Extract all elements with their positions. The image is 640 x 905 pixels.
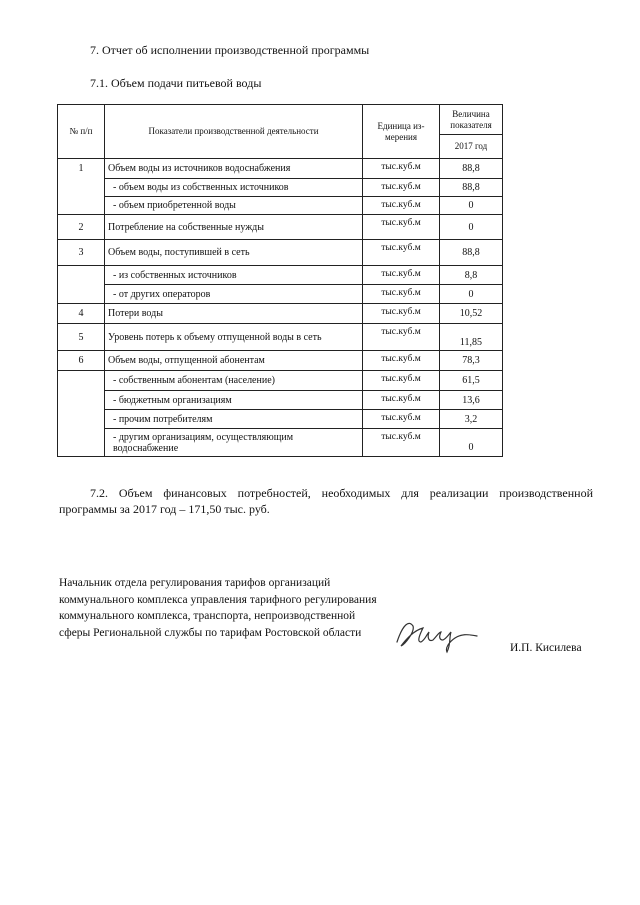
water-supply-table xyxy=(57,104,503,457)
row-indicator: Объем воды из источников водоснабжения xyxy=(105,159,363,179)
row-unit: тыс.куб.м xyxy=(363,215,440,240)
row-unit: тыс.куб.м xyxy=(363,371,440,391)
row-value: 8,8 xyxy=(440,266,503,285)
row-unit: тыс.куб.м xyxy=(363,410,440,429)
row-indicator: Потребление на собственные нужды xyxy=(105,215,363,240)
row-value: 88,8 xyxy=(440,159,503,179)
row-unit: тыс.куб.м xyxy=(363,324,440,351)
row-indicator: Уровень потерь к объему отпущенной воды в сеть xyxy=(105,324,363,351)
header-indicator: Показатели производственной деятельности xyxy=(105,105,363,159)
header-unit: Единица из-мерения xyxy=(363,105,440,159)
financial-needs-paragraph: 7.2. Объем финансовых потребностей, необходимых для реализации производственной программы за 2017 год – 171,50 тыс. руб. xyxy=(59,486,593,516)
row-value: 88,8 xyxy=(440,179,503,197)
row-value: 3,2 xyxy=(440,410,503,429)
row-unit: тыс.куб.м xyxy=(363,429,440,457)
row-value: 11,85 xyxy=(440,324,503,351)
row-indicator: - другим организациям, осуществляющим водоснабжение xyxy=(105,429,363,457)
row-value: 0 xyxy=(440,429,503,457)
row-value: 0 xyxy=(440,215,503,240)
row-num xyxy=(58,285,105,304)
row-num: 3 xyxy=(58,240,105,266)
row-num xyxy=(58,371,105,391)
row-unit: тыс.куб.м xyxy=(363,285,440,304)
row-num: 1 xyxy=(58,159,105,179)
signatory-position: Начальник отдела регулирования тарифов организаций коммунального комплекса управления тарифного регулирования коммунального комплекса, транспорта, непроизводственной сферы Региональной службы по тарифам Ростовской области xyxy=(59,577,377,639)
row-indicator: - объем приобретенной воды xyxy=(105,197,363,215)
row-num xyxy=(58,391,105,410)
row-indicator: - бюджетным организациям xyxy=(105,391,363,410)
row-num xyxy=(58,429,105,457)
row-value: 61,5 xyxy=(440,371,503,391)
row-num xyxy=(58,197,105,215)
row-num: 5 xyxy=(58,324,105,351)
row-num: 4 xyxy=(58,304,105,324)
row-indicator: - прочим потребителям xyxy=(105,410,363,429)
section-heading: 7. Отчет об исполнении производственной программы xyxy=(90,43,370,57)
row-indicator: - от других операторов xyxy=(105,285,363,304)
row-unit: тыс.куб.м xyxy=(363,179,440,197)
row-indicator: - из собственных источников xyxy=(105,266,363,285)
row-unit: тыс.куб.м xyxy=(363,351,440,371)
header-num: № п/п xyxy=(58,105,105,159)
subsection-heading: 7.1. Объем подачи питьевой воды xyxy=(90,76,262,90)
header-year: 2017 год xyxy=(440,135,503,159)
row-indicator: - собственным абонентам (население) xyxy=(105,371,363,391)
row-value: 88,8 xyxy=(440,240,503,266)
row-unit: тыс.куб.м xyxy=(363,266,440,285)
row-unit: тыс.куб.м xyxy=(363,159,440,179)
row-unit: тыс.куб.м xyxy=(363,391,440,410)
row-num xyxy=(58,410,105,429)
row-indicator: - объем воды из собственных источников xyxy=(105,179,363,197)
row-num xyxy=(58,179,105,197)
row-num xyxy=(58,266,105,285)
row-unit: тыс.куб.м xyxy=(363,197,440,215)
signatory-name: И.П. Кисилева xyxy=(510,642,582,654)
row-value: 0 xyxy=(440,285,503,304)
row-value: 0 xyxy=(440,197,503,215)
row-unit: тыс.куб.м xyxy=(363,240,440,266)
row-indicator: Потери воды xyxy=(105,304,363,324)
row-indicator: Объем воды, отпущенной абонентам xyxy=(105,351,363,371)
row-value: 13,6 xyxy=(440,391,503,410)
row-unit: тыс.куб.м xyxy=(363,304,440,324)
header-value: Величина показателя xyxy=(440,105,503,135)
handwritten-signature xyxy=(393,612,483,657)
row-indicator: Объем воды, поступившей в сеть xyxy=(105,240,363,266)
row-value: 10,52 xyxy=(440,304,503,324)
row-num: 6 xyxy=(58,351,105,371)
row-num: 2 xyxy=(58,215,105,240)
row-value: 78,3 xyxy=(440,351,503,371)
